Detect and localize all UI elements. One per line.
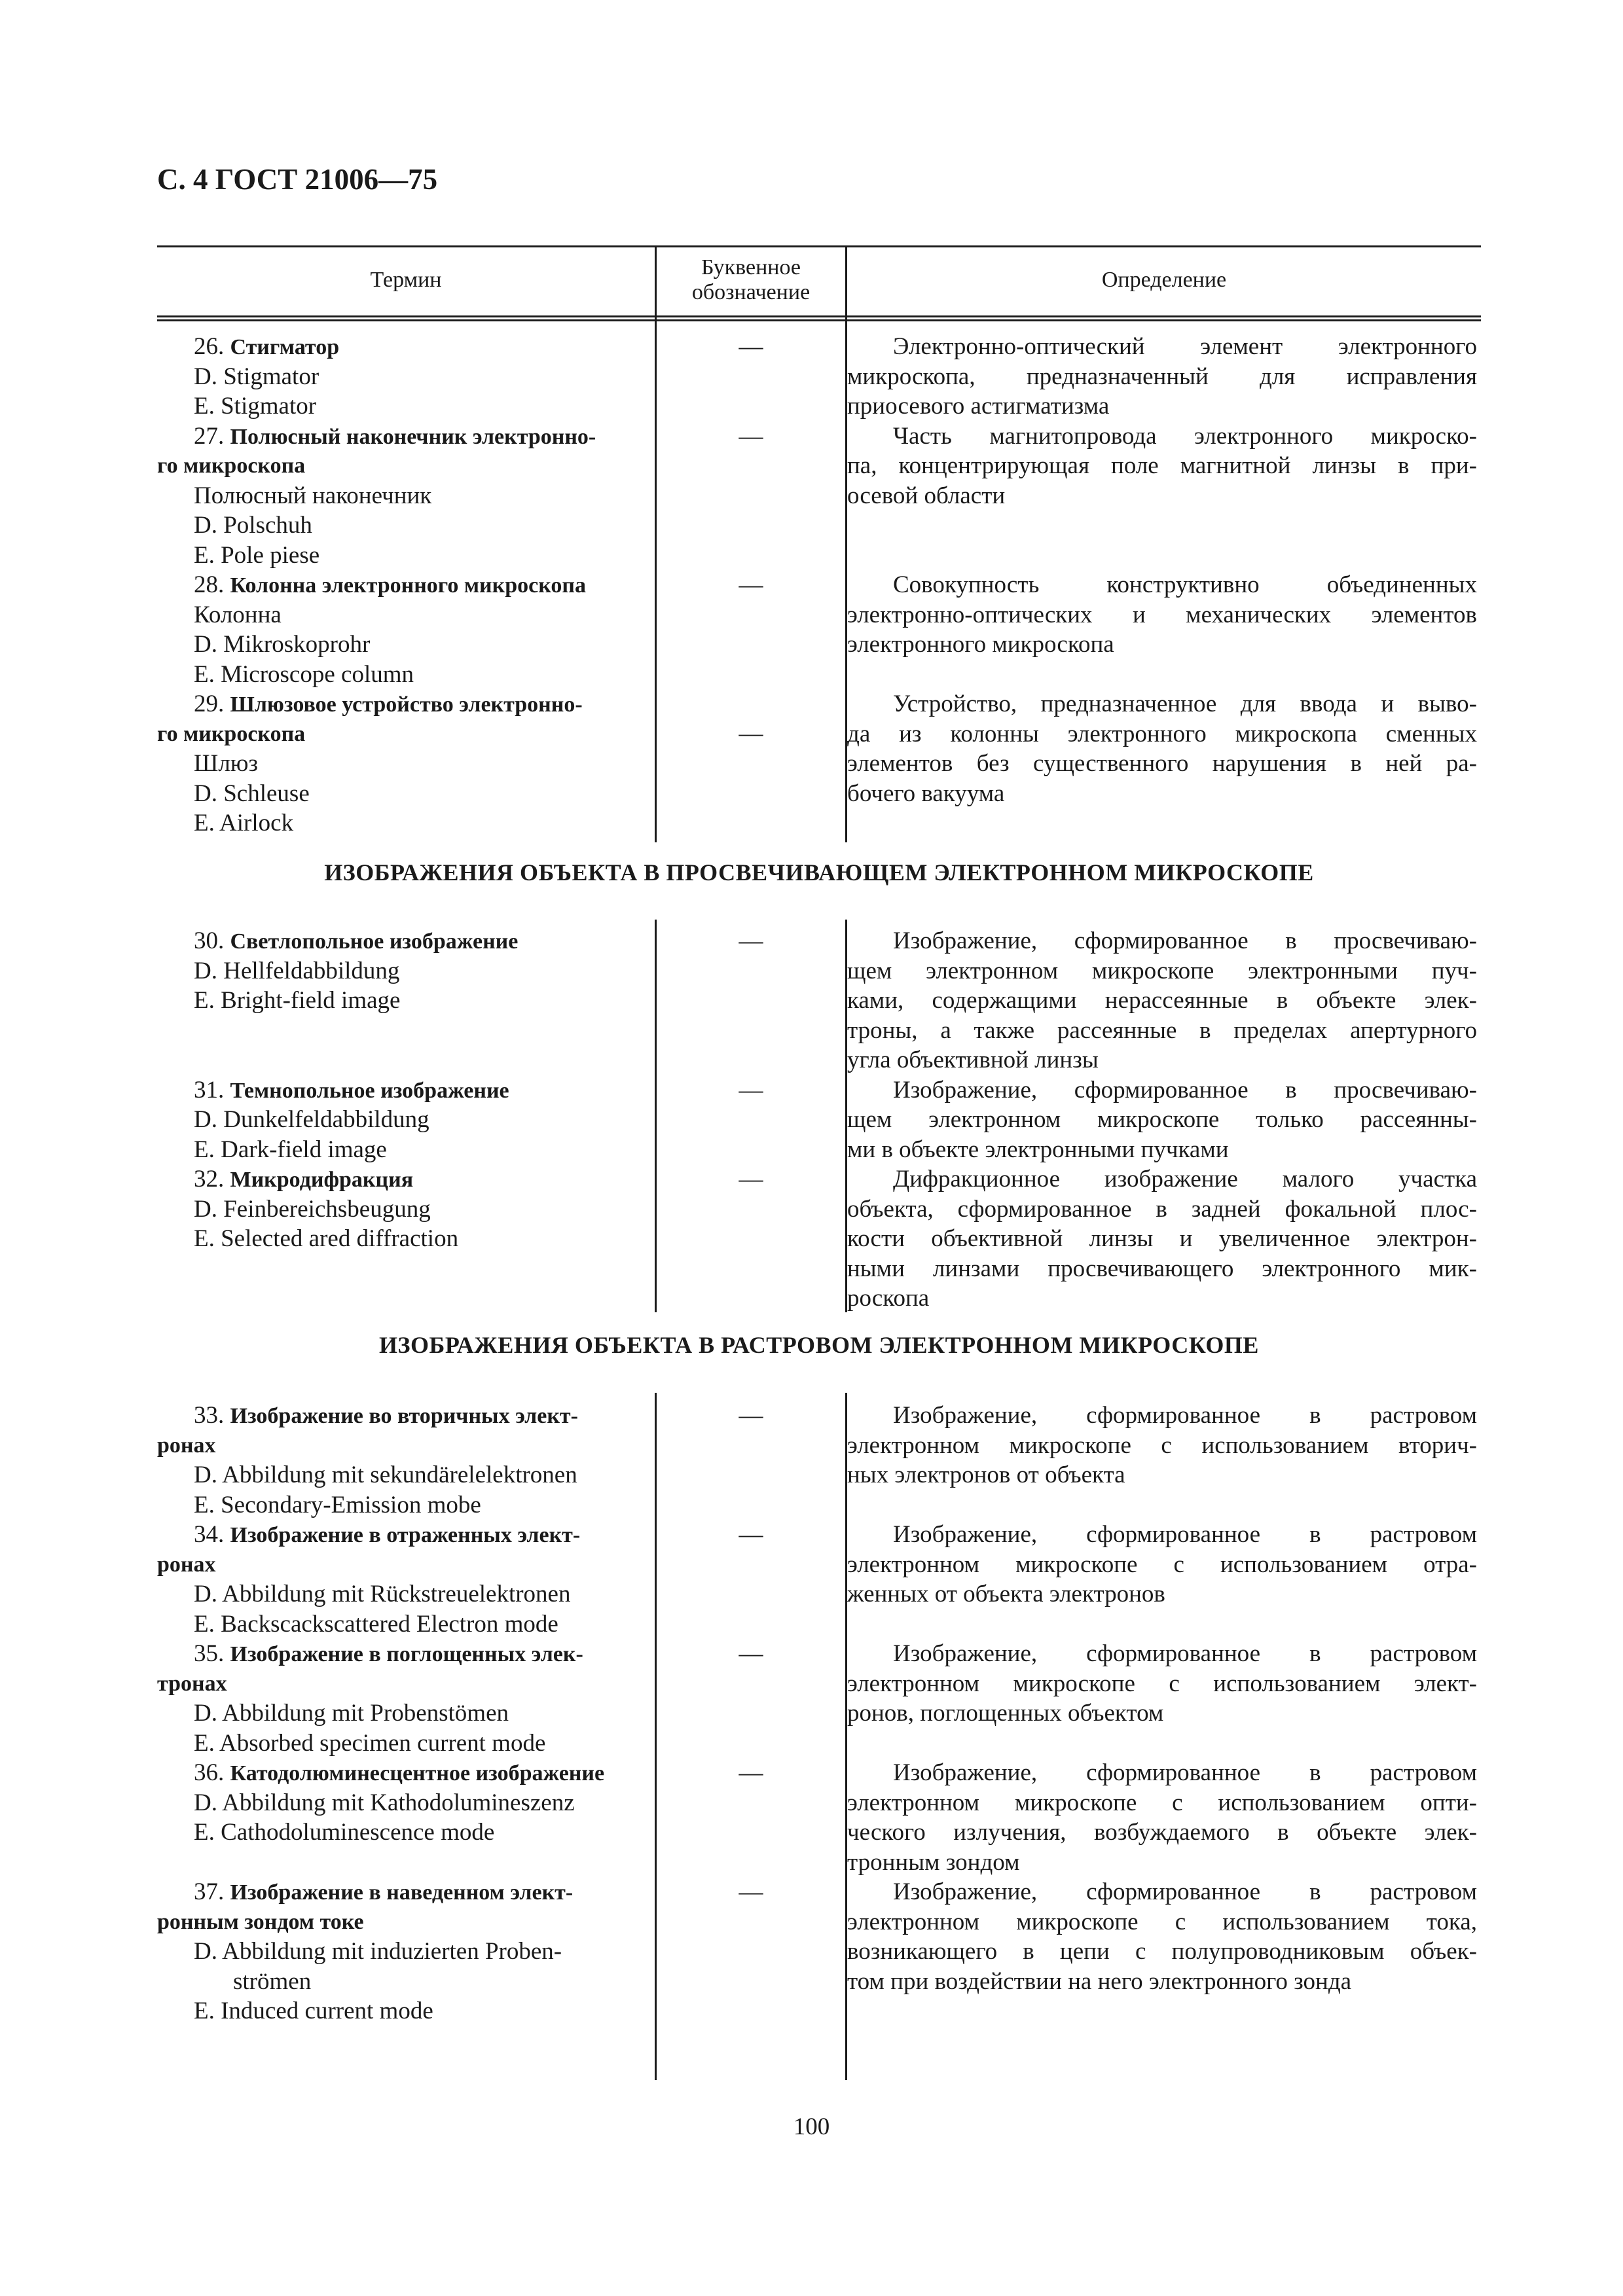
- definition-line: том при воздействии на него электронного зонда: [847, 1967, 1352, 1995]
- definition-line: роскопа: [847, 1285, 930, 1312]
- term-33: [157, 1401, 645, 1431]
- definition-line: электронно-оптических и механических элементов: [847, 601, 1477, 628]
- definition-line: Изображение, сформированное в растровом: [893, 1640, 1477, 1667]
- definition-line: кости объективной линзы и увеличенное электрон-: [847, 1225, 1477, 1252]
- definition-line: Изображение, сформированное в растровом: [893, 1521, 1477, 1548]
- definition-line: Изображение, сформированное в растровом: [893, 1402, 1477, 1429]
- term-31: [157, 1075, 645, 1105]
- column-separator: [655, 1393, 657, 2080]
- column-header-definition: Определение: [1101, 268, 1227, 292]
- definition-line: тронным зондом: [847, 1848, 1020, 1876]
- definition-line: приосевого астигматизма: [847, 393, 1110, 420]
- term-english: E. Microscope column: [194, 660, 414, 688]
- definition-line: Часть магнитопровода электронного микроско-: [893, 422, 1477, 450]
- term-german: D. Abbildung mit Kathodolumineszenz: [194, 1789, 575, 1816]
- term-column: [157, 1401, 645, 2026]
- term-number: 36.: [194, 1759, 225, 1786]
- term-english: E. Cathodoluminescence mode: [194, 1819, 495, 1846]
- definition-line: элементов без существенного нарушения в ней ра-: [847, 750, 1477, 777]
- definition-line: женных от объекта электронов: [847, 1581, 1165, 1607]
- term-29: [157, 689, 645, 719]
- term-german: D. Hellfeldabbildung: [194, 957, 400, 984]
- term-name: Шлюзовое устройство электронно-: [230, 692, 583, 717]
- definition-line: электронном микроскопе с использованием опти-: [847, 1789, 1477, 1816]
- symbol-dash: —: [739, 1640, 763, 1667]
- definition-line: троны, а также рассеянные в пределах апертурного: [847, 1016, 1477, 1044]
- term-number: 35.: [194, 1640, 225, 1667]
- term-name: Темнопольное изображение: [230, 1078, 509, 1103]
- term-name: Колонна электронного микроскопа: [230, 573, 586, 598]
- symbol-dash: —: [739, 1759, 763, 1786]
- definition-line: электронном микроскопе с использованием вторич-: [847, 1431, 1477, 1459]
- definition-line: ных электронов от объекта: [847, 1462, 1125, 1488]
- term-german: D. Abbildung mit Probenstömen: [194, 1700, 509, 1727]
- term-german: D. Schleuse: [194, 780, 310, 807]
- term-name: Катодолюминесцентное изображение: [230, 1761, 605, 1785]
- term-german: D. Stigmator: [194, 363, 319, 390]
- term-name-continued: тронах: [157, 1671, 227, 1696]
- column-header-symbol: [657, 247, 845, 313]
- term-name: Изображение в наведенном элект-: [230, 1880, 574, 1905]
- symbol-dash: —: [739, 1077, 763, 1103]
- definition-line: Изображение, сформированное в просвечиваю-: [893, 927, 1477, 954]
- term-english: E. Dark-field image: [194, 1136, 387, 1163]
- definition-column: [847, 1401, 1477, 1996]
- term-german: D. Abbildung mit induzierten Proben-: [194, 1938, 562, 1965]
- term-english: E. Absorbed specimen current mode: [194, 1729, 546, 1757]
- term-number: 32.: [194, 1166, 225, 1193]
- term-english: E. Bright-field image: [194, 987, 401, 1014]
- definition-line: Совокупность конструктивно объединенных: [893, 571, 1477, 598]
- definition-line: Дифракционное изображение малого участка: [893, 1166, 1477, 1193]
- term-name: Изображение в поглощенных элек-: [230, 1642, 583, 1666]
- symbol-dash: —: [739, 571, 763, 598]
- term-german-continued: strömen: [233, 1967, 312, 1995]
- term-english: E. Selected ared diffraction: [194, 1225, 459, 1252]
- page-number: 100: [793, 2113, 830, 2140]
- definition-line: Устройство, предназначенное для ввода и выво-: [893, 691, 1477, 717]
- term-name-continued: го микроскопа: [157, 454, 306, 478]
- term-name: Микродифракция: [230, 1168, 414, 1192]
- symbol-dash: —: [739, 423, 763, 450]
- definition-line: осевой области: [847, 482, 1006, 509]
- term-number: 37.: [194, 1878, 225, 1905]
- term-28: [157, 570, 645, 600]
- definition-column: [847, 332, 1477, 808]
- term-name: Стигматор: [230, 335, 340, 359]
- term-number: 27.: [194, 422, 225, 450]
- symbol-dash: —: [739, 720, 763, 747]
- symbol-dash: —: [739, 1878, 763, 1905]
- term-column: [157, 332, 645, 838]
- symbol-dash: —: [739, 1166, 763, 1193]
- term-german: D. Polschuh: [194, 512, 312, 539]
- definition-line: ми в объекте электронными пучками: [847, 1136, 1229, 1163]
- definition-line: ронов, поглощенных объектом: [847, 1700, 1164, 1727]
- term-number: 33.: [194, 1402, 225, 1429]
- term-synonym: Полюсный наконечник: [194, 482, 432, 509]
- definition-line: электронном микроскопе с использованием отра-: [847, 1551, 1477, 1578]
- term-number: 34.: [194, 1521, 225, 1548]
- term-30: [157, 926, 645, 956]
- definition-line: Изображение, сформированное в просвечиваю-: [893, 1076, 1477, 1103]
- definition-line: угла объективной линзы: [847, 1047, 1099, 1073]
- term-english: E. Secondary-Emission mobe: [194, 1491, 481, 1518]
- term-32: [157, 1164, 645, 1194]
- column-header-symbol-line1: Буквенное: [701, 255, 801, 279]
- definition-column: [847, 926, 1477, 1314]
- term-name-continued: ронах: [157, 1433, 216, 1458]
- definition-line: ными линзами просвечивающего электронного мик-: [847, 1255, 1477, 1282]
- definition-line: возникающего в цепи с полупроводниковым объек-: [847, 1938, 1477, 1965]
- term-name: Изображение в отраженных элект-: [230, 1523, 581, 1547]
- term-column: [157, 926, 645, 1254]
- symbol-dash: —: [739, 333, 763, 360]
- definition-line: щем электронном микроскопе только рассеянны-: [847, 1106, 1477, 1133]
- term-36: [157, 1758, 645, 1788]
- term-english: E. Backscackscattered Electron mode: [194, 1610, 558, 1638]
- table-header-rule-1: [157, 315, 1481, 317]
- term-number: 28.: [194, 571, 225, 598]
- column-separator: [655, 920, 657, 1312]
- table-header-rule-2: [157, 319, 1481, 321]
- definition-line: Изображение, сформированное в растровом: [893, 1759, 1477, 1786]
- page-header: С. 4 ГОСТ 21006—75: [157, 163, 438, 196]
- term-name-continued: ронным зондом токе: [157, 1909, 364, 1934]
- term-34: [157, 1520, 645, 1550]
- definition-line: объекта, сформированное в задней фокальной плос-: [847, 1195, 1477, 1223]
- term-35: [157, 1639, 645, 1669]
- symbol-dash: —: [739, 927, 763, 954]
- term-german: D. Abbildung mit sekundärelelektronen: [194, 1462, 577, 1488]
- term-37: [157, 1877, 645, 1907]
- term-number: 29.: [194, 691, 225, 717]
- definition-line: микроскопа, предназначенный для исправления: [847, 363, 1477, 390]
- symbol-dash: —: [739, 1521, 763, 1548]
- section-title-transmission: ИЗОБРАЖЕНИЯ ОБЪЕКТА В ПРОСВЕЧИВАЮЩЕМ ЭЛЕКТРОННОМ МИКРОСКОПЕ: [324, 859, 1314, 886]
- term-name-continued: ронах: [157, 1552, 216, 1577]
- term-english: E. Airlock: [194, 810, 294, 836]
- term-number: 30.: [194, 927, 225, 954]
- term-german: D. Feinbereichsbeugung: [194, 1195, 431, 1223]
- term-german: D. Dunkelfeldabbildung: [194, 1106, 429, 1133]
- term-german: D. Mikroskoprohr: [194, 631, 371, 658]
- definition-line: щем электронном микроскопе электронными пуч-: [847, 957, 1477, 984]
- symbol-dash: —: [739, 1402, 763, 1429]
- definition-line: Изображение, сформированное в растровом: [893, 1878, 1477, 1905]
- term-german: D. Abbildung mit Rückstreuelektronen: [194, 1581, 571, 1607]
- term-english: E. Stigmator: [194, 393, 317, 420]
- definition-line: электронном микроскопе с использованием элект-: [847, 1670, 1477, 1697]
- term-name: Полюсный наконечник электронно-: [230, 424, 596, 449]
- section-title-scanning: ИЗОБРАЖЕНИЯ ОБЪЕКТА В РАСТРОВОМ ЭЛЕКТРОННОМ МИКРОСКОПЕ: [379, 1332, 1259, 1358]
- term-number: 26.: [194, 333, 225, 360]
- definition-line: ками, содержащими нерассеянные в объекте элек-: [847, 987, 1477, 1014]
- definition-line: па, концентрирующая поле магнитной линзы в при-: [847, 452, 1477, 479]
- term-english: E. Induced current mode: [194, 1998, 433, 2024]
- definition-line: электронном микроскопе с использованием тока,: [847, 1908, 1477, 1935]
- term-synonym: Колонна: [194, 601, 282, 628]
- term-english: E. Pole piese: [194, 541, 320, 569]
- term-26: [157, 332, 645, 362]
- term-number: 31.: [194, 1076, 225, 1103]
- definition-line: Электронно-оптический элемент электронного: [893, 333, 1477, 360]
- column-header-symbol-line2: обозначение: [691, 280, 811, 304]
- term-name: Светлопольное изображение: [230, 929, 519, 954]
- term-name: Изображение во вторичных элект-: [230, 1404, 578, 1428]
- term-27: [157, 422, 645, 452]
- definition-line: электронного микроскопа: [847, 631, 1114, 658]
- definition-line: да из колонны электронного микроскопа сменных: [847, 720, 1477, 747]
- term-synonym: Шлюз: [194, 750, 259, 777]
- definition-line: бочего вакуума: [847, 780, 1005, 807]
- term-name-continued: го микроскопа: [157, 721, 306, 746]
- definition-line: ческого излучения, возбуждаемого в объекте элек-: [847, 1819, 1477, 1846]
- column-header-term: Термин: [370, 268, 442, 292]
